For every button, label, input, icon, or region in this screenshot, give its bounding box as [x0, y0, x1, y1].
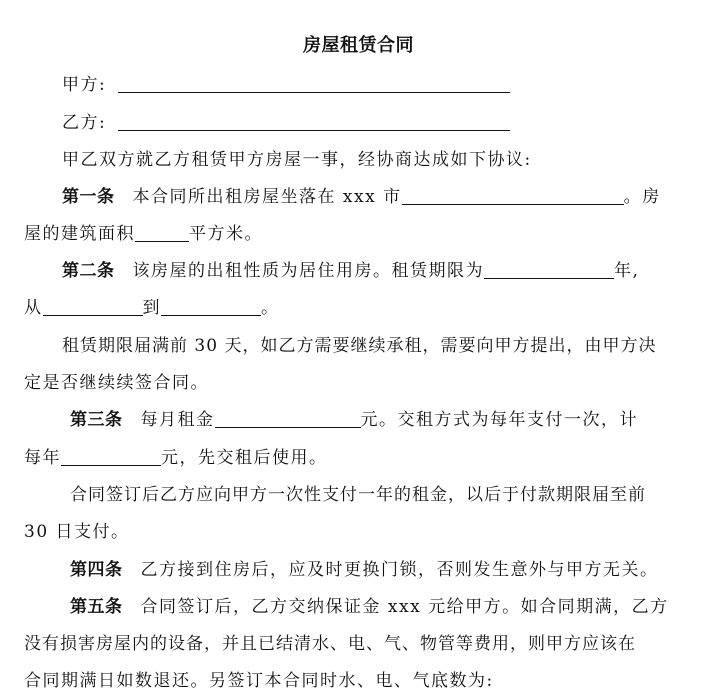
- article2-term-blank: [484, 261, 614, 279]
- article1-location-blank: [402, 187, 624, 205]
- document-title: 房屋租赁合同: [303, 35, 414, 56]
- article3-text-b: 元。交租方式为每年支付一次，计: [360, 410, 638, 430]
- article1-text-d: 平方米。: [189, 224, 263, 244]
- article4-text: 乙方接到住房后，应及时更换门锁，否则发生意外与甲方无关。: [140, 560, 659, 580]
- article3-text-c: 每年: [24, 448, 61, 468]
- article5-line3: 合同期满日如数退还。另签订本合同时水、电、气底数为:: [24, 671, 494, 691]
- article5-text-line1: 合同签订后，乙方交纳保证金 xxx 元给甲方。如合同期满，乙方: [140, 597, 669, 617]
- article3-text-d: 元，先交租后使用。: [161, 448, 328, 468]
- article2-line1: [62, 261, 639, 281]
- article2-text-d: 到: [142, 298, 161, 318]
- intro-text: 甲乙双方就乙方租赁甲方房屋一事，经协商达成如下协议:: [62, 150, 532, 170]
- article2-line2: [24, 298, 280, 318]
- article2-text-e: 。: [261, 298, 280, 318]
- article1-text-c: 屋的建筑面积: [24, 224, 135, 244]
- article1-heading: 第一条: [62, 187, 115, 207]
- article3-heading: 第三条: [70, 410, 123, 430]
- payment-line1: 合同签订后乙方应向甲方一次性支付一年的租金，以后于付款期限届至前: [70, 485, 646, 505]
- article3-text-a: 每月租金: [140, 410, 215, 430]
- article3-line1: [70, 410, 638, 430]
- party-b-blank: [118, 113, 510, 131]
- article1-line2: [24, 224, 263, 244]
- renewal-line2: 定是否继续续签合同。: [24, 373, 209, 393]
- article1-text-a: 本合同所出租房屋坐落在 xxx 市: [132, 187, 402, 207]
- party-b-line: [62, 113, 510, 133]
- article3-line2: [24, 448, 328, 468]
- article1-text-b: 。房: [623, 187, 661, 207]
- article2-heading: 第二条: [62, 261, 115, 281]
- article5-line1: [70, 597, 669, 617]
- article2-text-a: 该房屋的出租性质为居住用房。租赁期限为: [132, 261, 484, 281]
- party-a-line: [62, 75, 510, 95]
- article2-text-b: 年,: [614, 261, 640, 281]
- article1-line1: [62, 187, 661, 207]
- article2-text-c: 从: [24, 298, 43, 318]
- renewal-line1: 租赁期限届满前 30 天，如乙方需要继续承租，需要向甲方提出，由甲方决: [62, 336, 657, 356]
- article3-rent-blank: [215, 410, 361, 428]
- article5-heading: 第五条: [70, 597, 123, 617]
- article1-area-blank: [135, 224, 189, 242]
- article4-line: [70, 560, 659, 580]
- party-a-label: 甲方:: [62, 75, 107, 95]
- party-b-label: 乙方:: [62, 113, 107, 133]
- article4-heading: 第四条: [70, 560, 123, 580]
- party-a-blank: [118, 75, 510, 93]
- article5-line2: 没有损害房屋内的设备，并且已结清水、电、气、物管等费用，则甲方应该在: [24, 634, 636, 654]
- article2-to-blank: [161, 298, 261, 316]
- payment-line2: 30 日支付。: [24, 522, 130, 542]
- article3-annual-blank: [61, 448, 161, 466]
- article2-from-blank: [43, 298, 143, 316]
